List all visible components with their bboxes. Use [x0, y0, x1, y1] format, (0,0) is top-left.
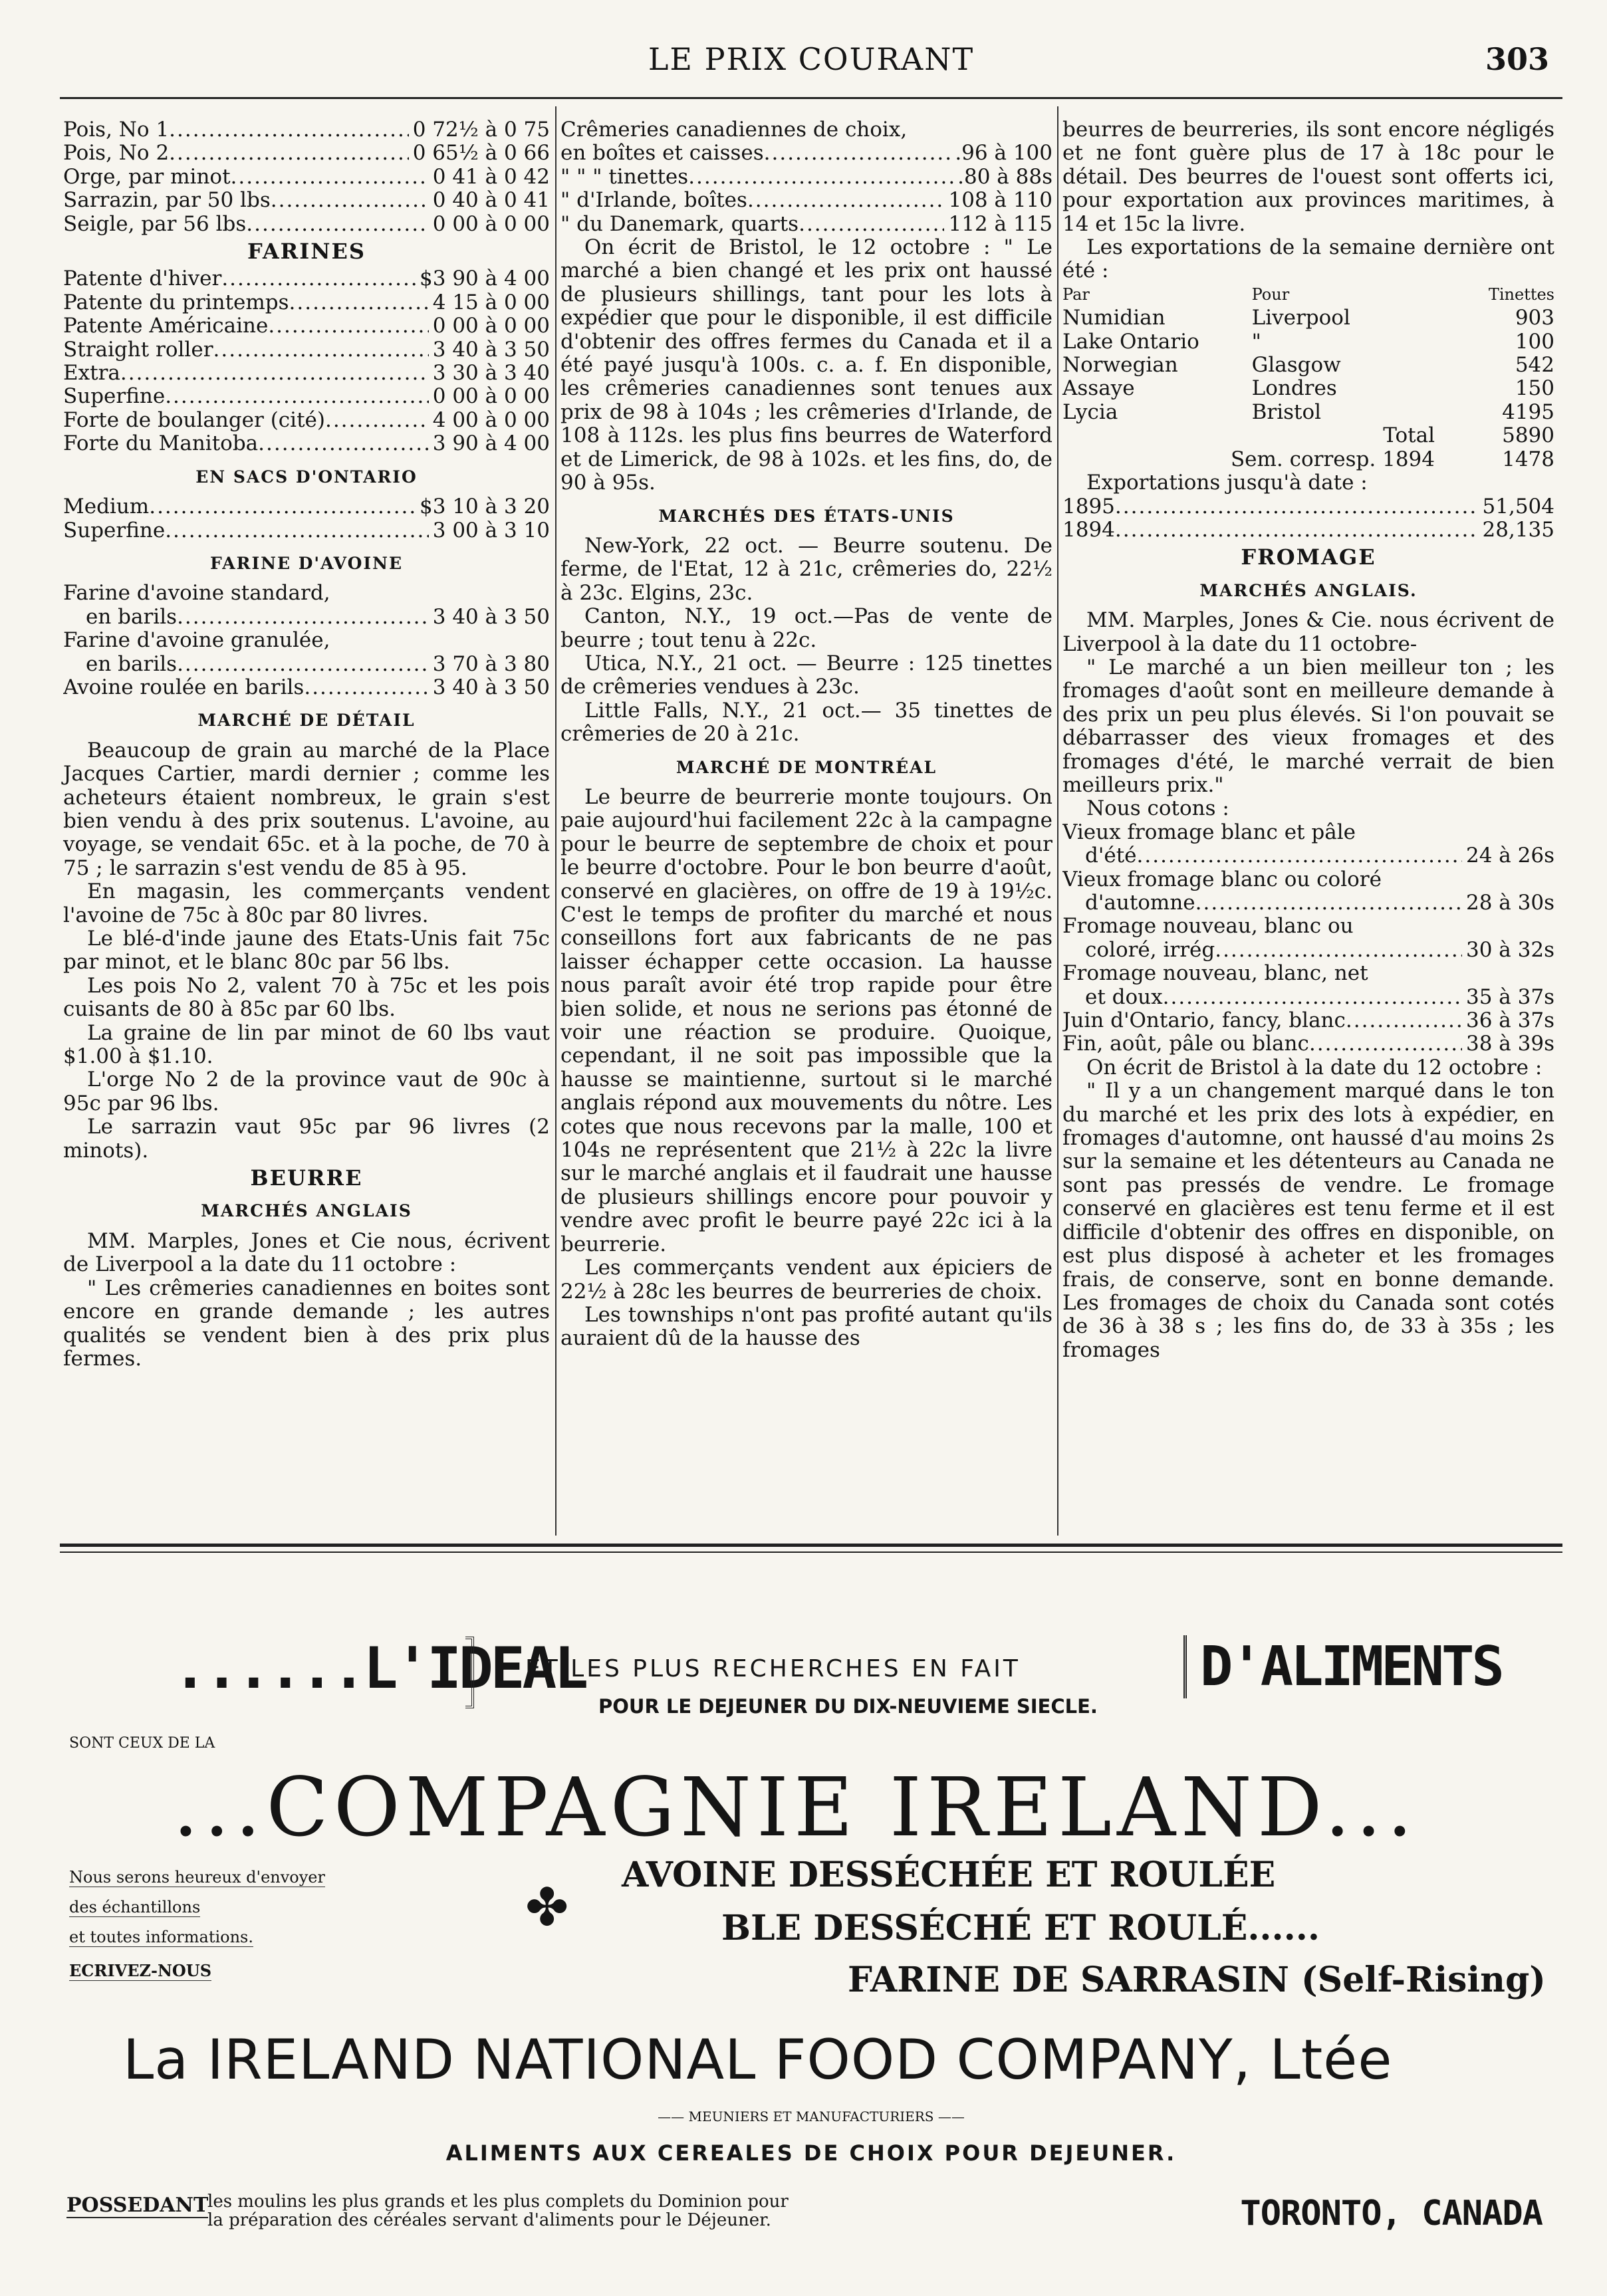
price-line: Seigle, par 56 lbs ..... 0 00 à 0 00: [63, 213, 550, 236]
montreal-article: [560, 786, 1052, 1351]
moulins-text: les moulins les plus grands et les plus complets du Dominion pour la préparation des céréales servant d'aliments pour le Déjeuner.: [207, 2192, 789, 2230]
paragraph: " Le marché a un bien meilleur ton ; les fromages d'août sont en meilleure demande à des prix un peu plus élevés. Si l'on pouvait se débarrasser des vieux fromages et des fromages d'été, le marché verrait de bien meilleurs prix.": [1062, 655, 1554, 797]
cremeries-price-list: [560, 118, 1052, 236]
header-rule: [60, 97, 1562, 99]
toronto-canada: TORONTO, CANADA: [1240, 2194, 1543, 2234]
price-line: Vieux fromage blanc et pâle: [1062, 820, 1356, 844]
ideal-title: ......L'IDEAL: [173, 1635, 586, 1702]
price-line: " d'Irlande, boîtes ..... 108 à 110: [560, 189, 1052, 212]
paragraph: Les townships n'ont pas profité autant qu'ils auraient dû de la hausse des: [560, 1302, 1052, 1351]
grain-price-list: [63, 118, 550, 236]
price-line: Sarrazin, par 50 lbs ..... 0 40 à 0 41: [63, 189, 550, 212]
beurres-article: beurres de beurreries, ils sont encore négligés et ne font guère plus de 17 à 18c pour le détail. Des beurres de l'ouest sont offerts ici, pour exportation aux provinces maritimes, à 14 et 15c la livre.: [1062, 118, 1554, 236]
sacs-heading: EN SACS D'ONTARIO: [195, 467, 418, 487]
price-line: 1894 ..... 28,135: [1062, 518, 1554, 542]
price-line: coloré, irrég ..... 30 à 32s: [1062, 939, 1554, 962]
price-line: 1895 ..... 51,504: [1062, 495, 1554, 518]
beurre-article: [63, 1230, 550, 1371]
plus-recherches: ET LES PLUS RECHERCHES EN FAIT: [525, 1655, 1021, 1682]
paragraph: Le beurre de beurrerie monte toujours. On paie aujourd'hui facilement 22c à la campagne pour le beurre de septembre de choix et pour le beurre d'octobre. Pour le bon beurre d'août, conservé en glacières, on offre de 19 à 19½c. C'est le temps de profiter du marché et nous conseillons fort aux fabricants de ne pas laisser échapper cette occasion. La hausse nous paraît avoir été trop rapide pour être bien solide, et nous ne serions pas étonné de voir une réaction se produire. Quoique, cependant, il ne soit pas impossible que la hausse se maintienne, surtout si le marché anglais répond aux mouvements du nôtre. Les cotes que nous recevons par la malle, 100 et 104s ne représentent que 21½ à 22c la livre sur le marché anglais et il faudrait une hausse de plusieurs shillings encore pour pouvoir y vendre avec profit le beurre payé 22c ici à la beurrerie.: [560, 784, 1052, 1256]
paragraph: " Les crêmeries canadiennes en boites sont encore en grande demande ; les autres qualités se vendent bien à des prix plus fermes.: [63, 1276, 550, 1371]
export-total: Total 5890: [1383, 423, 1554, 448]
price-line: Medium ..... $3 10 à 3 20: [63, 495, 550, 518]
anglais-heading: MARCHÉS ANGLAIS.: [1199, 580, 1418, 600]
export-row: Assaye Londres 150: [1062, 376, 1554, 401]
price-line: Forte de boulanger (cité) ..... 4 00 à 0 00: [63, 409, 550, 432]
price-line: Straight roller ..... 3 40 à 3 50: [63, 338, 550, 362]
price-line: Fin, août, pâle ou blanc ..... 38 à 39s: [1062, 1032, 1554, 1056]
etats-heading: MARCHÉS DES ÉTATS-UNIS: [658, 506, 955, 526]
paragraph: " Il y a un changement marqué dans le ton du marché et les prix des lots à expédier, en fromages d'automne, ont haussé d'au moins 2s sur la semaine et les détenteurs au Canada ne sont pas pressés de vendre. Le fromage conservé en glacières est tenu ferme et il est difficile d'obtenir des offres en disponible, on est plus disposé à acheter et les fromages frais, de conserve, sont en bonne demande. Les fromages de choix du Canada sont cotés de 36 à 38 s ; les fins do, de 33 à 35s ; les fromages: [1062, 1079, 1554, 1362]
product-line: AVOINE DESSÉCHÉE ET ROULÉE: [622, 1855, 1276, 1895]
price-line: Crêmeries canadiennes de choix,: [560, 118, 908, 142]
ornament-icon: ✤: [525, 1878, 569, 1938]
ireland-advertisement: [60, 1569, 1562, 2234]
price-line: Forte du Manitoba ..... 3 90 à 4 00: [63, 432, 550, 455]
note-line: et toutes informations.: [69, 1928, 253, 1946]
dejeuner-line: POUR LE DEJEUNER DU DIX-NEUVIEME SIECLE.: [598, 1695, 1098, 1718]
price-line: en boîtes et caisses ..... .96 à 100: [560, 142, 1052, 165]
ceux-line: SONT CEUX DE LA: [69, 1735, 215, 1752]
flour-price-list: [63, 267, 550, 455]
column-divider: [1057, 106, 1058, 1536]
farines-heading: FARINES: [247, 239, 366, 265]
column-divider: [555, 106, 556, 1536]
beurre-heading: BEURRE: [250, 1165, 363, 1191]
paragraph: L'orge No 2 de la province vaut de 90c à 95c par 96 lbs.: [63, 1068, 550, 1115]
separator-rule: [60, 1544, 1562, 1547]
montreal-heading: MARCHÉ DE MONTRÉAL: [676, 757, 937, 777]
detail-heading: MARCHÉ DE DÉTAIL: [197, 711, 416, 731]
export-intro: Les exportations de la semaine dernière ont été :: [1062, 235, 1554, 283]
export-row: Lycia Bristol 4195: [1062, 400, 1554, 424]
paragraph: La graine de lin par minot de 60 lbs vaut $1.00 à $1.10.: [63, 1020, 550, 1069]
anglais-heading: MARCHÉS ANGLAIS: [201, 1201, 412, 1221]
export-row: Norwegian Glasgow 542: [1062, 353, 1554, 378]
price-line: Vieux fromage blanc ou coloré: [1062, 867, 1382, 891]
export-sem: Sem. corresp. 1894 1478: [1230, 447, 1554, 471]
paragraph: Les pois No 2, valent 70 à 75c et les pois cuisants de 80 à 85c par 60 lbs.: [63, 973, 550, 1022]
fromage-price-list: [1062, 821, 1554, 1056]
price-line: Pois, No 1 ..... 0 72½ à 0 75: [63, 118, 550, 142]
bristol-fromage-article: [1062, 1056, 1554, 1362]
page-header: [60, 41, 1562, 88]
price-line: Patente du printemps ..... 4 15 à 0 00: [63, 291, 550, 314]
export-row: Numidian Liverpool 903: [1062, 306, 1554, 330]
daliments-title: D'ALIMENTS: [1183, 1635, 1502, 1698]
price-line: Fromage nouveau, blanc ou: [1062, 915, 1354, 939]
export-table: [1062, 306, 1554, 424]
cereales-line: ALIMENTS AUX CEREALES DE CHOIX POUR DEJEUNER.: [445, 2140, 1177, 2166]
export-table-header: Par Pour Tinettes: [1062, 285, 1554, 304]
detail-article: [63, 739, 550, 1163]
price-line: en barils ..... 3 40 à 3 50: [63, 606, 550, 629]
fromage-heading: FROMAGE: [1241, 544, 1376, 570]
paragraph: Le sarrazin vaut 95c par 96 livres (2 minots).: [63, 1115, 550, 1163]
price-line: en barils ..... 3 70 à 3 80: [63, 653, 550, 676]
column-2: [560, 118, 1052, 1351]
column-1: [63, 118, 550, 1371]
national-title: La IRELAND NATIONAL FOOD COMPANY, Ltée: [123, 2027, 1393, 2092]
paragraph: Le blé-d'inde jaune des Etats-Unis fait 75c par minot, et le blanc 80c par 56 lbs.: [63, 927, 550, 975]
separator-rule: [60, 1551, 1562, 1553]
product-line: FARINE DE SARRASIN (Self-Rising): [848, 1960, 1546, 2000]
avoine-heading: FARINE D'AVOINE: [209, 553, 403, 573]
price-line: Orge, par minot ..... 0 41 à 0 42: [63, 166, 550, 189]
price-line: d'automne ..... 28 à 30s: [1062, 891, 1554, 915]
price-line: Fromage nouveau, blanc, net: [1062, 962, 1368, 986]
paragraph: Les commerçants vendent aux épiciers de 22½ à 28c les beurres de beurreries de choix.: [560, 1256, 1052, 1304]
paragraph: MM. Marples, Jones & Cie. nous écrivent de Liverpool à la date du 11 octobre-: [1062, 608, 1554, 656]
page-number: 303: [1485, 41, 1549, 77]
price-line: Extra ..... 3 30 à 3 40: [63, 362, 550, 385]
price-line: Superfine ..... 0 00 à 0 00: [63, 385, 550, 408]
price-line: Superfine ..... 3 00 à 3 10: [63, 519, 550, 542]
price-line: Farine d'avoine granulée,: [63, 629, 330, 653]
ecrivez-link: ECRIVEZ-NOUS: [69, 1961, 212, 1980]
price-line: Patente d'hiver ..... $3 90 à 4 00: [63, 267, 550, 290]
price-line: Avoine roulée en barils ..... 3 40 à 3 50: [63, 676, 550, 699]
paragraph: On écrit de Bristol à la date du 12 octobre :: [1086, 1055, 1543, 1080]
note-line: des échantillons: [69, 1898, 201, 1916]
exp-date-label: Exportations jusqu'à date :: [1086, 471, 1368, 495]
ideal-bracket: [465, 1637, 474, 1708]
paragraph: Beaucoup de grain au marché de la Place Jacques Cartier, mardi dernier ; comme les acheteurs étaient nombreux, le grain s'est bien vendu à des prix soutenus. L'avoine, au voyage, se vendait 65c. et à la poche, de 70 à 75 ; le sarrazin s'est vendu de 85 à 95.: [63, 738, 550, 880]
price-line: Farine d'avoine standard,: [63, 582, 330, 606]
paragraph: Little Falls, N.Y., 21 oct.— 35 tinettes de crêmeries de 20 à 21c.: [560, 698, 1052, 746]
bristol-article: On écrit de Bristol, le 12 octobre : " Le marché a bien changé et les prix ont haussé de plusieurs shillings, tant pour les lots à expédier que pour le disponible, il est difficile d'obtenir des offres fermes du Canada et il a été payé jusqu'à 100s. c. a. f. En disponible, les crêmeries canadiennes sont tenues aux prix de 98 à 104s ; les crêmeries d'Irlande, de 108 à 112s. les plus fins beurres de Waterford et de Limerick, de 98 à 102s. et les fins, do, de 90 à 95s.: [560, 235, 1052, 495]
meuniers-line: —— MEUNIERS ET MANUFACTURIERS ——: [658, 2109, 965, 2124]
sacs-price-list: [63, 495, 550, 542]
fromage-article: [1062, 609, 1554, 821]
export-row: Lake Ontario " 100: [1062, 329, 1554, 354]
price-line: " " " tinettes ..... .80 à 88s: [560, 166, 1052, 189]
paragraph: Canton, N.Y., 19 oct.—Pas de vente de beurre ; tout tenu à 22c.: [560, 604, 1052, 652]
price-line: d'été ..... 24 à 26s: [1062, 844, 1554, 867]
compagnie-title: ...COMPAGNIE IRELAND...: [173, 1760, 1418, 1855]
product-line: BLE DESSÉCHÉ ET ROULÉ......: [721, 1908, 1320, 1948]
column-3: [1062, 118, 1554, 1362]
price-line: Juin d'Ontario, fancy, blanc ..... 36 à 37s: [1062, 1009, 1554, 1032]
paragraph: New-York, 22 oct. — Beurre soutenu. De ferme, de l'Etat, 12 à 21c, crêmeries do, 22½ à 23c. Elgins, 23c.: [560, 533, 1052, 605]
page-title: LE PRIX COURANT: [648, 41, 975, 77]
paragraph: MM. Marples, Jones et Cie nous, écrivent de Liverpool a la date du 11 octobre :: [63, 1228, 550, 1277]
possedant-label: POSSEDANT: [66, 2194, 209, 2217]
paragraph: En magasin, les commerçants vendent l'avoine de 75c à 80c par 80 livres.: [63, 879, 550, 927]
price-line: Patente Américaine ..... 0 00 à 0 00: [63, 314, 550, 338]
paragraph: Nous cotons :: [1086, 796, 1229, 821]
note-line: Nous serons heureux d'envoyer: [69, 1868, 325, 1887]
price-line: et doux ..... 35 à 37s: [1062, 986, 1554, 1009]
price-line: " du Danemark, quarts ..... 112 à 115: [560, 213, 1052, 236]
etats-article: [560, 534, 1052, 746]
price-line: Pois, No 2 ..... 0 65½ à 0 66: [63, 142, 550, 165]
export-years: [1062, 495, 1554, 542]
paragraph: Utica, N.Y., 21 oct. — Beurre : 125 tinettes de crêmeries vendues à 23c.: [560, 651, 1052, 699]
